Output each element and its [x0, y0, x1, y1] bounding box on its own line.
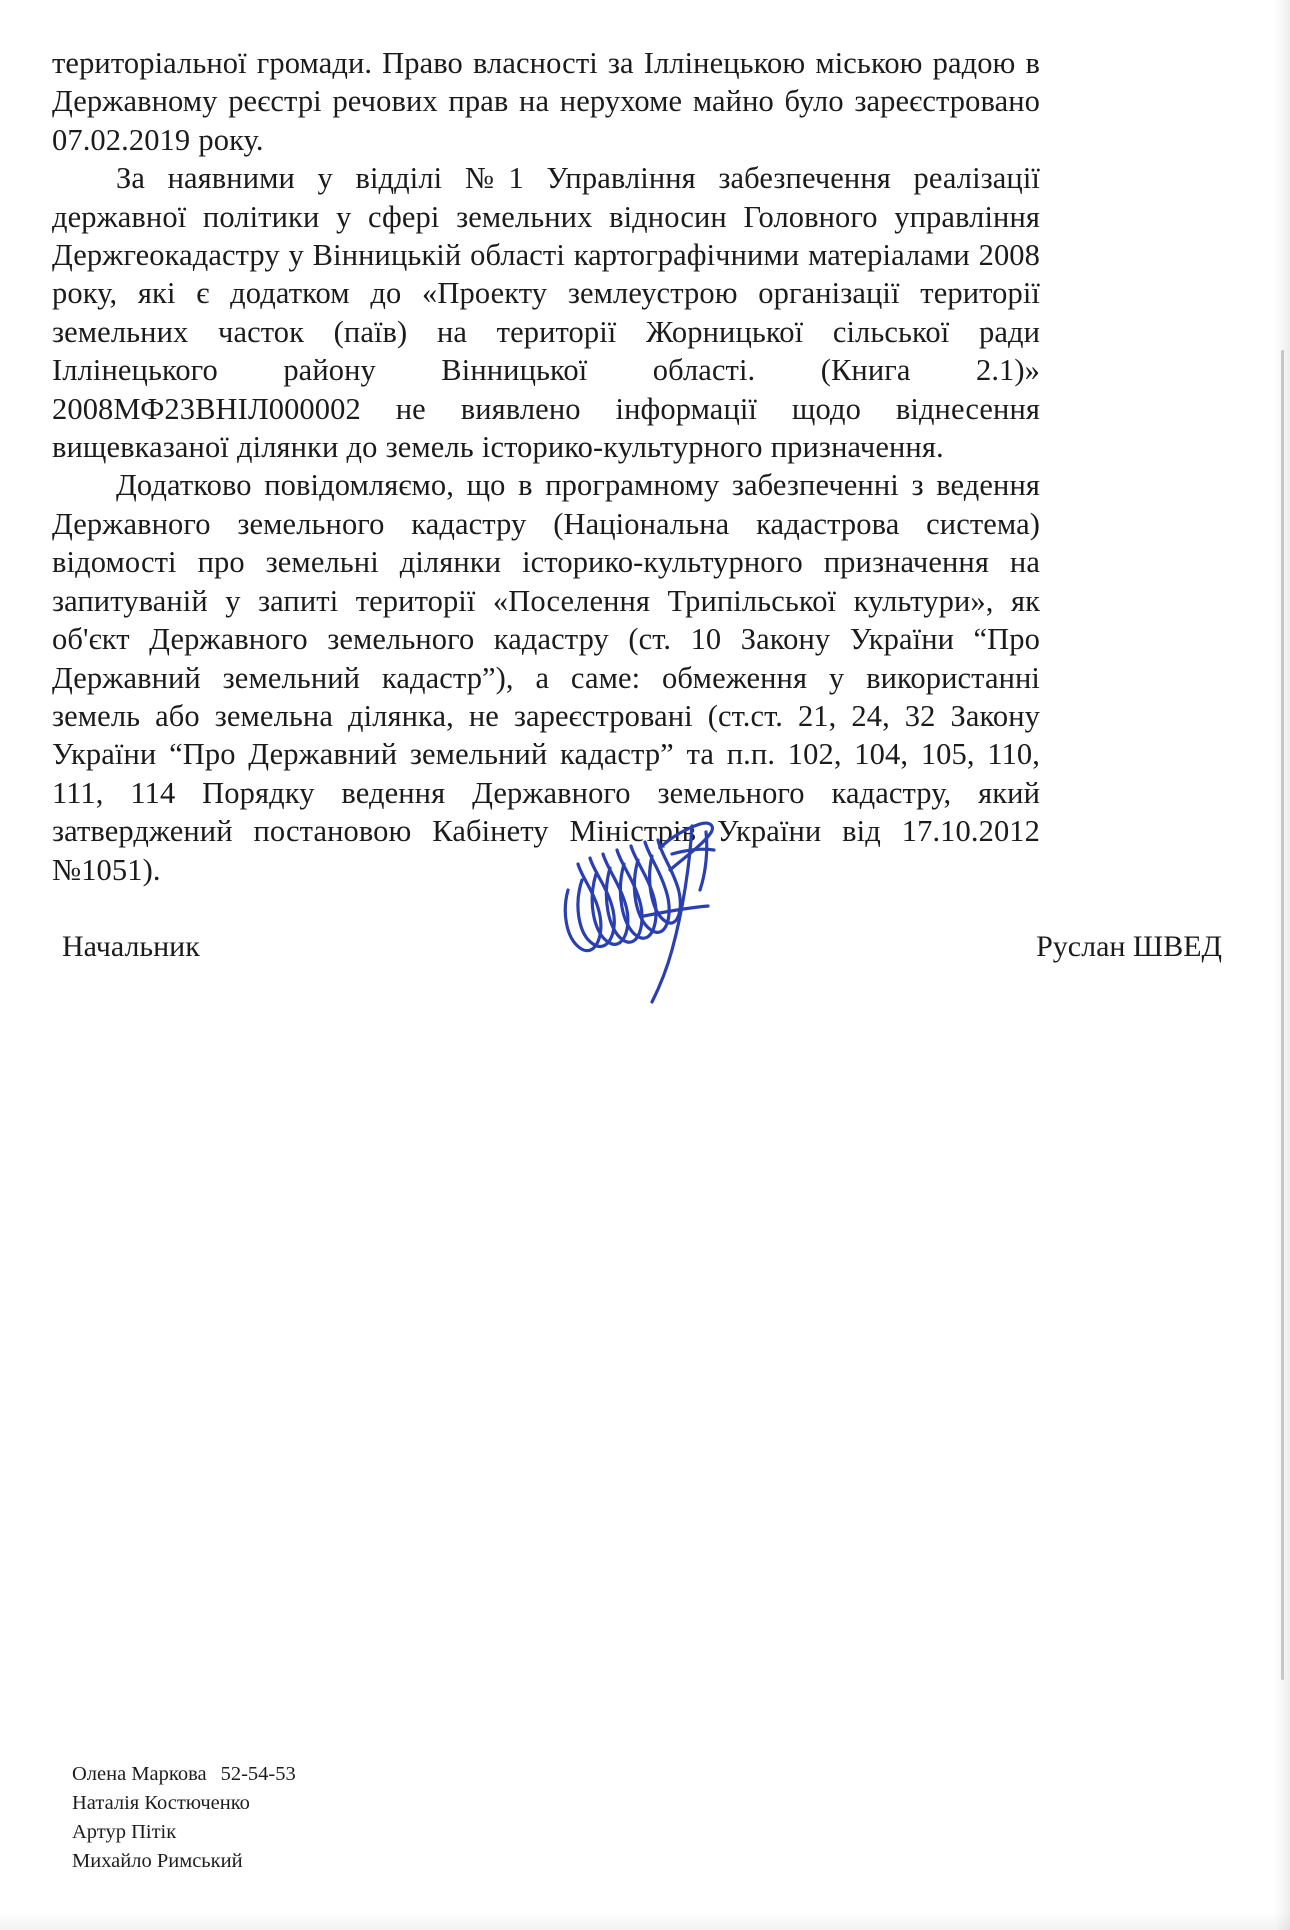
- footer-contacts: [72, 1760, 672, 1876]
- signer-name: Руслан ШВЕД: [1036, 930, 1222, 963]
- signature-block: [52, 928, 1232, 988]
- contact-line: [72, 1818, 672, 1847]
- contact-name: Михайло Римський: [72, 1850, 243, 1872]
- signer-title: Начальник: [62, 930, 200, 963]
- contact-line: [72, 1789, 672, 1818]
- contact-name: Олена Маркова: [72, 1763, 207, 1785]
- contact-phone: 52-54-53: [220, 1763, 296, 1785]
- paragraph-3: Додатково повідомляємо, що в програмному забезпеченні з ведення Державного земельного кадастру (Національна кадастрова система) відомості про земельні ділянки історико-культурного призначення на запитуваній у запиті території «Поселення Трипільської культури», як об'єкт Державного земельного кадастру (ст. 10 Закону України “Про Державний земельний кадастр”), а саме: обмеження у використанні земель або земельна ділянка, не зареєстровані (ст.ст. 21, 24, 32 Закону України “Про Державний земельний кадастр” та п.п. 102, 104, 105, 110, 111, 114 Порядку ведення Державного земельного кадастру, який затверджений постановою Кабінету Міністрів України від 17.10.2012 №1051).: [52, 468, 1040, 887]
- contact-line: [72, 1760, 672, 1789]
- contact-line: [72, 1847, 672, 1876]
- contact-name: Артур Пітік: [72, 1821, 177, 1843]
- scan-artifact-line: [1281, 350, 1284, 1680]
- paragraph-1: територіальної громади. Право власності за Іллінецькою міською радою в Державному реєстрі речових прав на нерухоме майно було зареєстровано 07.02.2019 року.: [52, 46, 1040, 157]
- scan-edge-shading-bottom: [0, 1912, 1290, 1930]
- document-body: [52, 44, 1040, 889]
- contact-name: Наталія Костюченко: [72, 1792, 250, 1814]
- paragraph-2: За наявними у відділі №1 Управління забезпечення реалізації державної політики у сфері земельних відносин Головного управління Держгеокадастру у Вінницькій області картографічними матеріалами 2008 року, які є додатком до «Проекту землеустрою організації території земельних часток (паїв) на території Жорницької сільської ради Іллінецького району Вінницької області. (Книга 2.1)» 2008МФ23ВНІЛ000002 не виявлено інформації щодо віднесення вищевказаної ділянки до земель історико-культурного призначення.: [52, 161, 1040, 465]
